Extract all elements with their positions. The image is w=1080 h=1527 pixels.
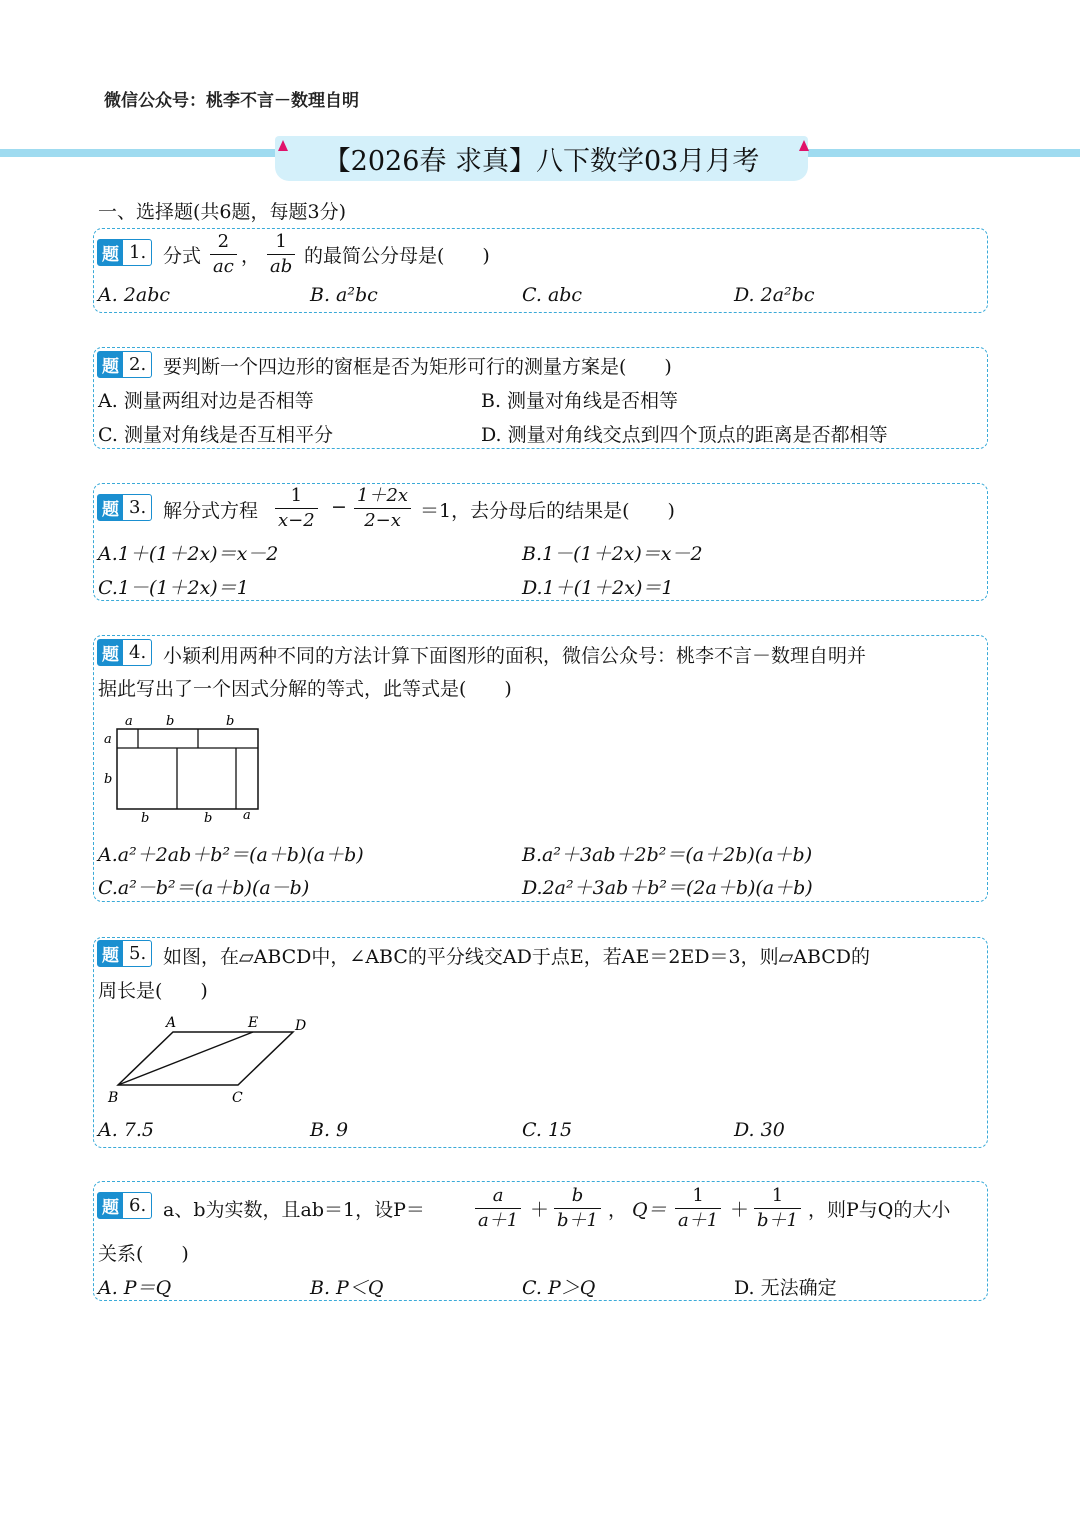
top-label: b — [166, 714, 175, 729]
q2-option-d[interactable]: D. 测量对角线交点到四个顶点的距离是否都相等 — [481, 424, 888, 446]
numerator: a — [492, 1185, 504, 1206]
q6-option-b[interactable]: B. P＜Q — [310, 1277, 384, 1299]
question-number: 1. — [129, 242, 147, 263]
q4-option-b[interactable]: B.a²＋3ab＋2b²＝(a＋2b)(a＋b) — [522, 844, 813, 866]
badge-label: 题 — [98, 352, 123, 377]
question-badge-3 — [97, 494, 152, 521]
q1-option-a[interactable]: A. 2abc — [98, 284, 171, 306]
q6-fraction-2 — [554, 1186, 601, 1231]
numerator: 2 — [217, 231, 230, 252]
q3-stem-c: ＝1，去分母后的结果是( ) — [420, 500, 675, 522]
question-number: 4. — [129, 642, 147, 663]
vertex-label: C — [232, 1090, 243, 1106]
q3-option-c[interactable]: C.1－(1＋2x)＝1 — [98, 577, 249, 599]
q1-stem-b: ， — [241, 245, 261, 267]
question-badge-5 — [97, 940, 152, 967]
angle-bisector — [118, 1032, 253, 1085]
denominator: a＋1 — [478, 1210, 519, 1231]
q5-parallelogram-figure — [100, 1010, 315, 1108]
question-badge-2 — [97, 351, 152, 378]
parallelogram — [118, 1032, 293, 1085]
q6-stem-b: ＋ — [530, 1199, 550, 1221]
bottom-label: b — [141, 811, 150, 826]
denominator: x−2 — [278, 510, 315, 531]
q5-option-d[interactable]: D. 30 — [734, 1119, 785, 1141]
question-badge-6 — [97, 1192, 152, 1219]
q6-stem-c: ， — [608, 1199, 628, 1221]
q1-option-c[interactable]: C. abc — [522, 284, 583, 306]
q5-option-c[interactable]: C. 15 — [522, 1119, 573, 1141]
numerator: 1＋2x — [357, 485, 409, 506]
q1-fraction-2 — [267, 232, 295, 277]
q6-option-d[interactable]: D. 无法确定 — [734, 1277, 837, 1299]
q3-option-a[interactable]: A.1＋(1＋2x)＝x－2 — [98, 543, 279, 565]
q3-fraction-2 — [354, 486, 411, 531]
denominator: b＋1 — [757, 1210, 798, 1231]
q6-option-a[interactable]: A. P＝Q — [98, 1277, 172, 1299]
q4-option-c[interactable]: C.a²－b²＝(a＋b)(a－b) — [98, 877, 310, 899]
bottom-label: a — [243, 808, 251, 823]
q6-fraction-4 — [754, 1186, 801, 1231]
denominator: ac — [213, 256, 234, 277]
question-badge-4 — [97, 639, 152, 666]
vertex-label: A — [166, 1015, 177, 1031]
q2-stem: 要判断一个四边形的窗框是否为矩形可行的测量方案是( ) — [163, 356, 672, 378]
wechat-note: 微信公众号：桃李不言－数理自明 — [104, 91, 359, 111]
numerator: 1 — [692, 1185, 704, 1206]
q3-option-d[interactable]: D.1＋(1＋2x)＝1 — [522, 577, 674, 599]
denominator: ab — [270, 256, 293, 277]
q1-option-d[interactable]: D. 2a²bc — [734, 284, 815, 306]
q4-stem-line1: 小颖利用两种不同的方法计算下面图形的面积，微信公众号：桃李不言－数理自明并 — [163, 645, 867, 667]
bottom-label: b — [204, 811, 213, 826]
q1-fraction-1 — [210, 232, 237, 277]
left-label: b — [104, 772, 113, 787]
q5-option-a[interactable]: A. 7.5 — [98, 1119, 155, 1141]
q6-stem-e: ＋ — [730, 1199, 750, 1221]
question-number: 5. — [129, 943, 147, 964]
q3-fraction-1 — [275, 486, 318, 531]
question-number: 3. — [129, 497, 147, 518]
denominator: 2−x — [364, 510, 401, 531]
numerator: 1 — [275, 231, 287, 252]
q3-stem-a: 解分式方程 — [163, 500, 259, 522]
top-label: b — [226, 714, 235, 729]
q4-rectangle-figure — [98, 710, 268, 828]
question-badge-1 — [97, 239, 152, 266]
q6-option-c[interactable]: C. P＞Q — [522, 1277, 596, 1299]
q5-stem-line2: 周长是( ) — [98, 980, 208, 1002]
badge-label: 题 — [98, 640, 123, 665]
denominator: a＋1 — [678, 1210, 719, 1231]
badge-label: 题 — [98, 1193, 123, 1218]
q6-fraction-3 — [675, 1186, 721, 1231]
numerator: 1 — [290, 485, 303, 506]
badge-label: 题 — [98, 941, 123, 966]
numerator: 1 — [771, 1185, 784, 1206]
q4-option-a[interactable]: A.a²＋2ab＋b²＝(a＋b)(a＋b) — [98, 844, 364, 866]
q5-stem-line1: 如图，在▱ABCD中，∠ABC的平分线交AD于点E，若AE＝2ED＝3，则▱ABCD的 — [163, 946, 871, 968]
q1-stem-a: 分式 — [163, 245, 202, 267]
vertex-label: B — [108, 1090, 119, 1106]
q4-stem-line2: 据此写出了一个因式分解的等式，此等式是( ) — [98, 678, 512, 700]
q6-fraction-1 — [475, 1186, 521, 1231]
left-label: a — [104, 732, 112, 747]
q1-option-b[interactable]: B. a²bc — [310, 284, 378, 306]
question-number: 6. — [129, 1195, 147, 1216]
q6-stem-d: Q＝ — [632, 1199, 667, 1221]
badge-label: 题 — [98, 240, 123, 265]
numerator: b — [571, 1185, 584, 1206]
vertex-label: E — [248, 1015, 259, 1031]
badge-label: 题 — [98, 495, 123, 520]
q2-option-c[interactable]: C. 测量对角线是否互相平分 — [98, 424, 333, 446]
q6-stem-f: ，则P与Q的大小 — [808, 1199, 951, 1221]
vertex-label: D — [295, 1018, 307, 1034]
q1-stem-c: 的最简公分母是( ) — [304, 245, 490, 267]
denominator: b＋1 — [557, 1210, 598, 1231]
q6-stem-a: a、b为实数，且ab＝1，设P＝ — [163, 1199, 425, 1221]
q4-option-d[interactable]: D.2a²＋3ab＋b²＝(2a＋b)(a＋b) — [522, 877, 813, 899]
question-number: 2. — [129, 354, 147, 375]
q3-option-b[interactable]: B.1－(1＋2x)＝x－2 — [522, 543, 703, 565]
q5-option-b[interactable]: B. 9 — [310, 1119, 349, 1141]
q2-option-b[interactable]: B. 测量对角线是否相等 — [481, 390, 679, 412]
top-label: a — [125, 714, 133, 729]
page-title: 【2026春 求真】八下数学03月月考 — [323, 146, 760, 177]
q6-stem-line2: 关系( ) — [98, 1243, 189, 1265]
section-heading: 一、选择题(共6题，每题3分) — [98, 201, 347, 223]
q2-option-a[interactable]: A. 测量两组对边是否相等 — [98, 390, 314, 412]
q3-stem-b: − — [331, 496, 347, 518]
